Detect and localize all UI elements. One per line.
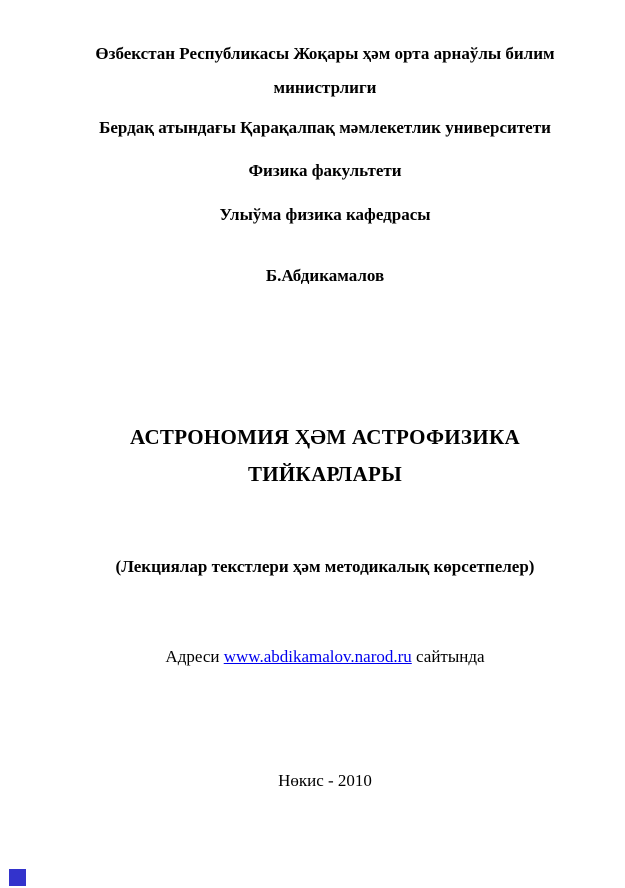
university-line: Бердақ атындағы Қарақалпақ мәмлекетлик университети xyxy=(99,118,551,137)
blue-square-marker xyxy=(9,869,26,886)
address-prefix: Адреси xyxy=(165,647,220,666)
city-year-line: Нөкис - 2010 xyxy=(278,771,372,790)
address-suffix: сайтында xyxy=(416,647,485,666)
ministry-line-2: министрлиги xyxy=(273,78,377,97)
book-title-line-1: АСТРОНОМИЯ ҲӘМ АСТРОФИЗИКА xyxy=(130,425,520,449)
website-link[interactable]: www.abdikamalov.narod.ru xyxy=(223,647,412,666)
ministry-line-1: Өзбекстан Республикасы Жоқары ҳәм орта арнаўлы билим xyxy=(95,44,555,63)
department-line: Улыўма физика кафедрасы xyxy=(219,205,431,224)
faculty-line: Физика факультети xyxy=(248,161,402,180)
author-name: Б.Абдикамалов xyxy=(265,266,385,285)
address-line xyxy=(25,646,625,667)
subtitle-line: (Лекциялар текстлери ҳәм методикалық көрсетпелер) xyxy=(115,557,535,576)
book-title-line-2: ТИЙКАРЛАРЫ xyxy=(247,462,402,486)
